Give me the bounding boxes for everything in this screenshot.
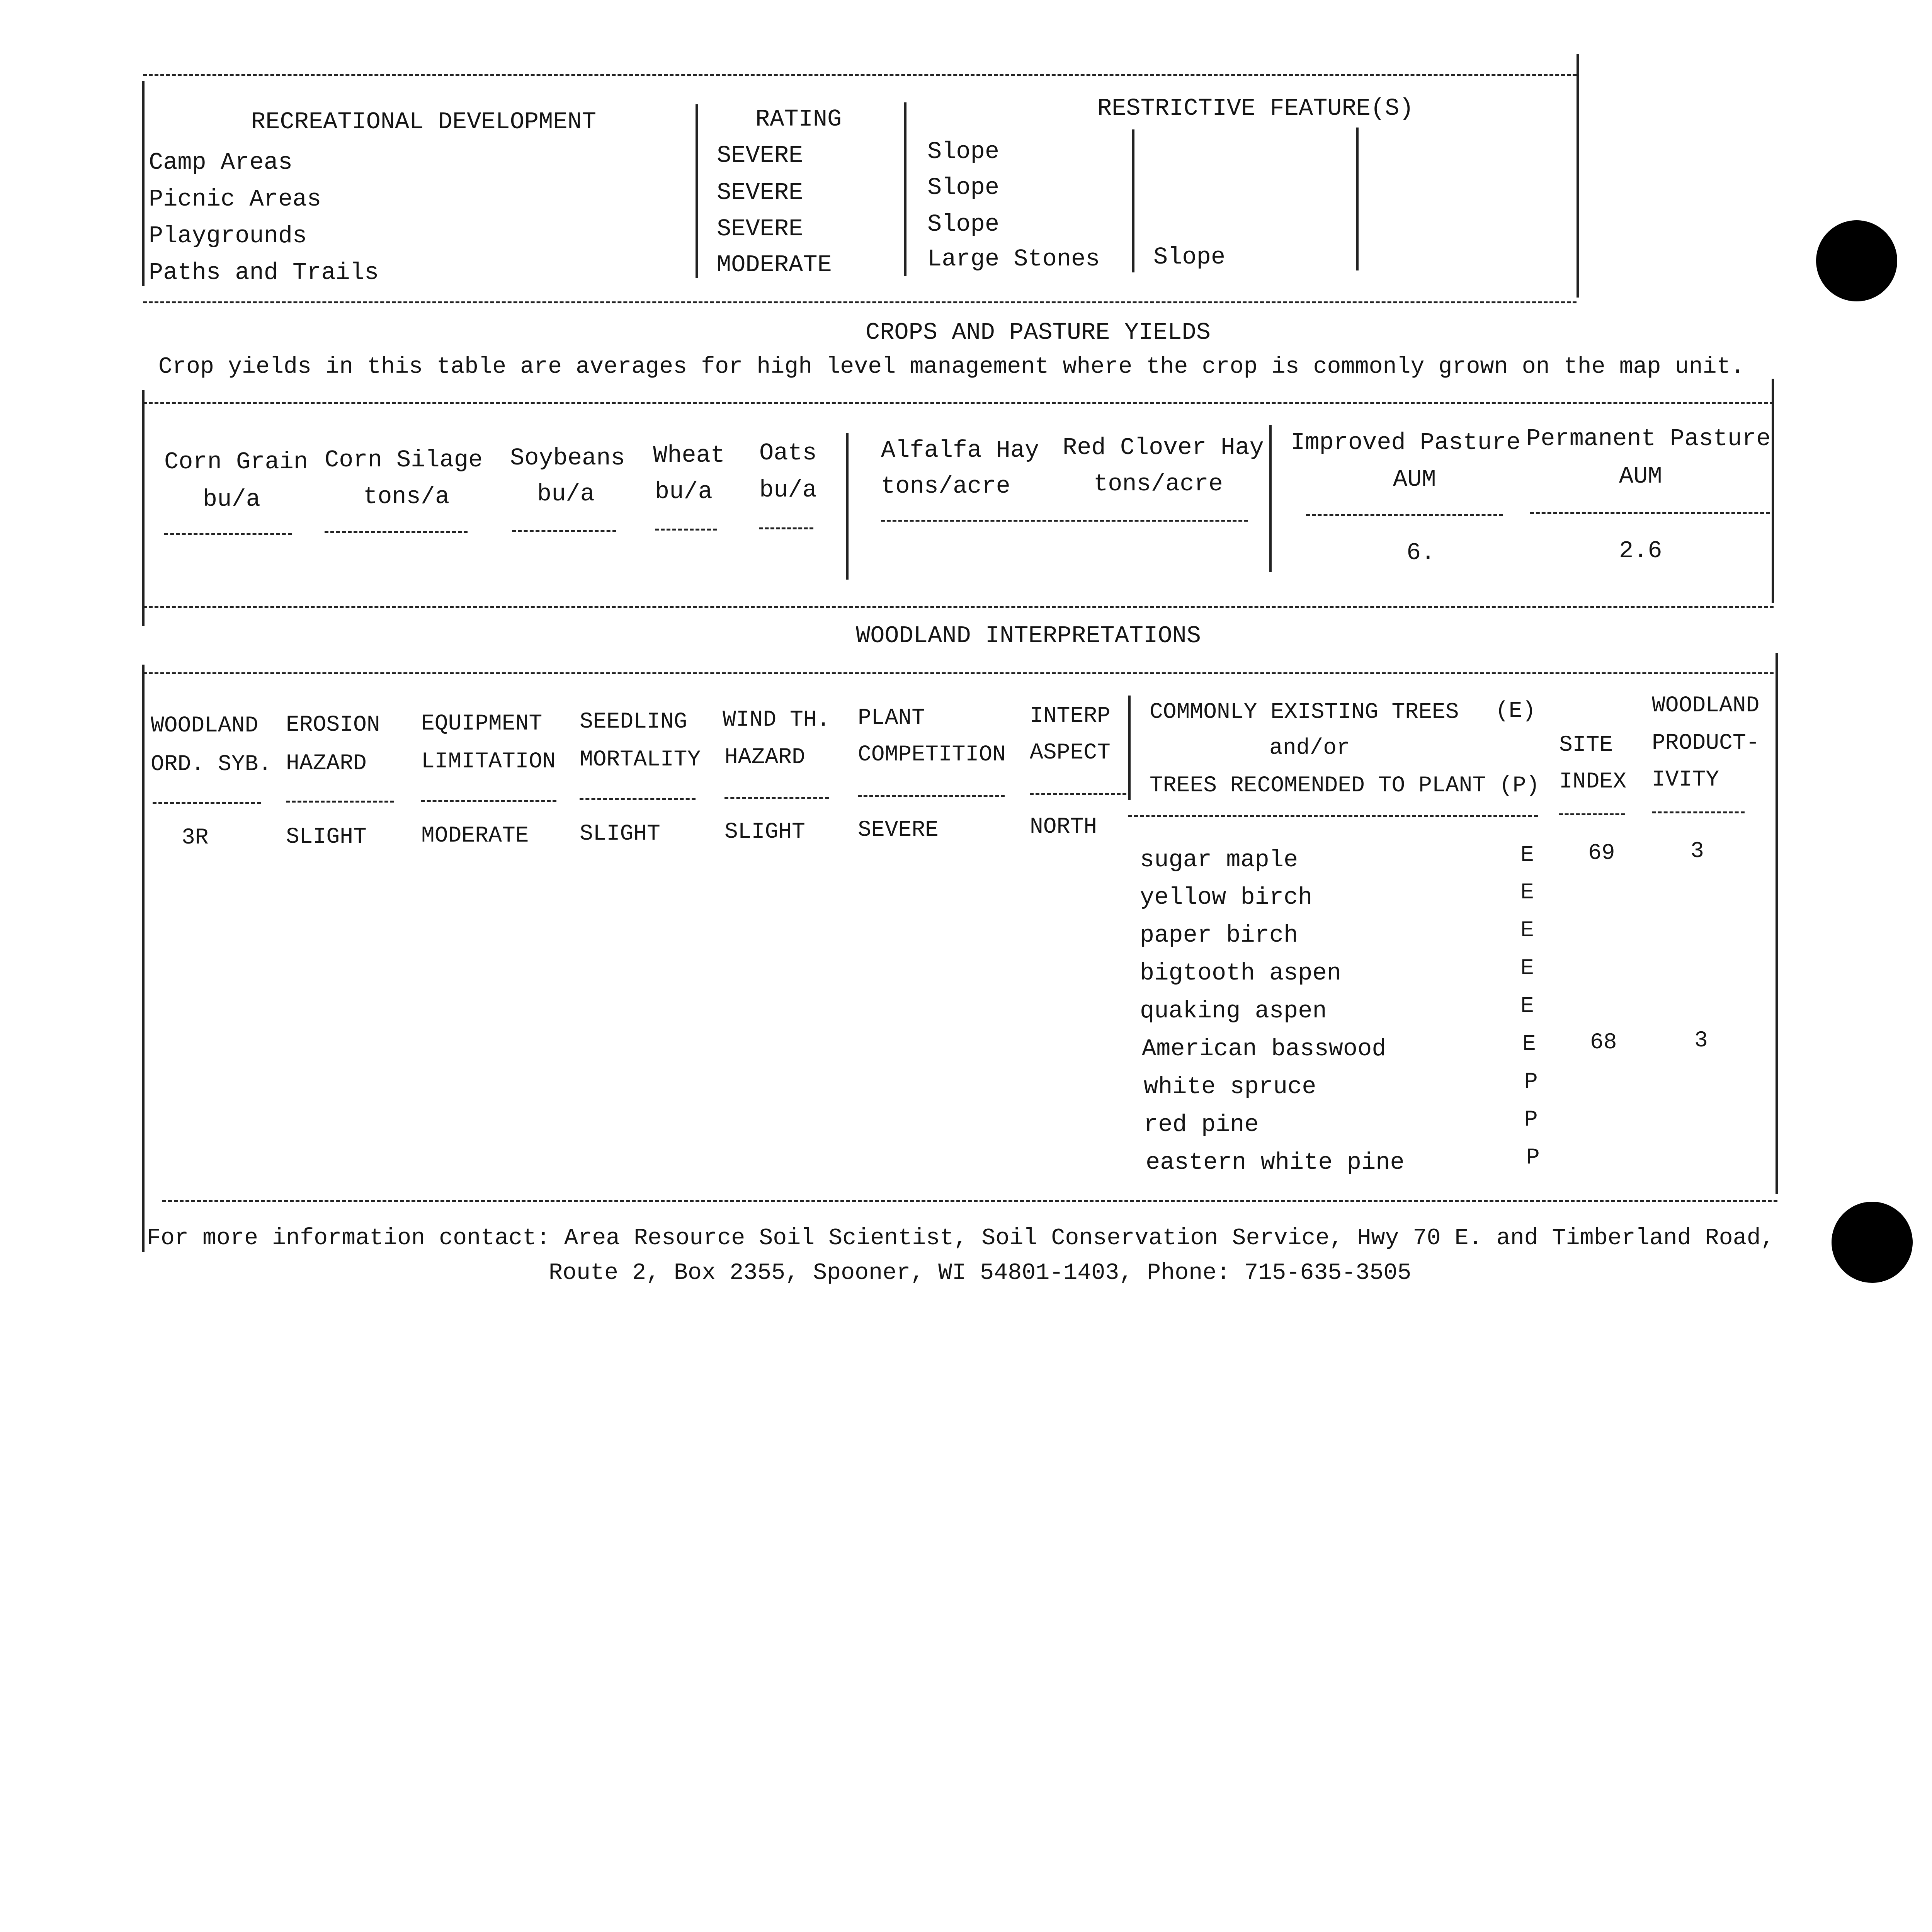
interp-aspect-value: NORTH — [1030, 815, 1097, 840]
crop-column-header: Permanent Pasture — [1526, 425, 1771, 452]
border-line — [696, 104, 698, 278]
woodland-header: WOODLAND — [1652, 693, 1760, 718]
tree-name: red pine — [1144, 1111, 1259, 1138]
tree-name: white spruce — [1144, 1073, 1316, 1100]
crop-column-header: Red Clover Hay — [1063, 434, 1264, 461]
divider-line — [143, 301, 1577, 303]
tree-code: E — [1520, 880, 1534, 905]
tree-name: yellow birch — [1140, 884, 1313, 911]
woodland-header: TREES RECOMENDED TO PLANT (P) — [1150, 773, 1540, 798]
divider-line — [143, 606, 1774, 608]
column-underline — [1128, 815, 1538, 817]
divider-line — [143, 402, 1774, 404]
crop-column-unit: tons/a — [363, 483, 450, 510]
column-underline — [1559, 813, 1625, 815]
column-underline — [164, 533, 292, 535]
contact-info: For more information contact: Area Resource Soil Scientist, Soil Conservation Service, Hwy 70 E. and Timberland Road, — [147, 1225, 1775, 1252]
productivity-value: 3 — [1694, 1028, 1708, 1053]
woodland-header: EQUIPMENT — [421, 711, 543, 736]
woodland-header: WIND TH. — [723, 707, 830, 733]
seedling-mortality-value: SLIGHT — [580, 821, 660, 847]
tree-code: P — [1526, 1145, 1540, 1170]
tree-code: P — [1524, 1070, 1538, 1095]
improved-pasture-value: 6. — [1406, 539, 1435, 566]
recreation-row-rating: MODERATE — [717, 251, 832, 279]
border-line — [1269, 425, 1272, 572]
woodland-header: ORD. SYB. — [151, 752, 272, 777]
plant-competition-value: SEVERE — [858, 818, 939, 843]
column-underline — [1530, 512, 1770, 514]
site-index-value: 69 — [1588, 841, 1615, 866]
tree-code: E — [1520, 918, 1534, 943]
woodland-header: IVITY — [1652, 767, 1719, 793]
column-underline — [580, 798, 696, 800]
crop-column-header: Oats — [759, 439, 817, 467]
border-line — [1776, 653, 1778, 1194]
woodland-header: EROSION — [286, 713, 380, 738]
recreation-row-feature: Slope — [927, 174, 1000, 201]
crops-title: CROPS AND PASTURE YIELDS — [866, 319, 1211, 346]
divider-line — [162, 1200, 1777, 1202]
recreation-row-feature: Slope — [927, 211, 1000, 238]
column-underline — [655, 529, 717, 531]
column-underline — [1652, 811, 1745, 813]
crop-column-unit: bu/a — [203, 486, 260, 513]
tree-name: bigtooth aspen — [1140, 959, 1341, 987]
restrictive-features-header: RESTRICTIVE FEATURE(S) — [1097, 95, 1414, 122]
border-line — [1577, 54, 1579, 298]
crop-column-header: Corn Silage — [325, 446, 483, 474]
productivity-value: 3 — [1690, 839, 1704, 864]
divider-line — [143, 672, 1774, 674]
column-underline — [512, 530, 616, 532]
tree-name: sugar maple — [1140, 846, 1298, 874]
recreation-row-feature: Slope — [927, 138, 1000, 165]
woodland-ord-value: 3R — [182, 825, 209, 850]
woodland-header: INTERP — [1030, 704, 1111, 729]
woodland-header: ASPECT — [1030, 740, 1111, 765]
tree-code: E — [1522, 1032, 1536, 1057]
recreation-row-name: Paths and Trails — [149, 259, 379, 286]
recreation-row-rating: SEVERE — [717, 179, 803, 206]
border-line — [1132, 129, 1134, 272]
tree-name: paper birch — [1140, 922, 1298, 949]
permanent-pasture-value: 2.6 — [1619, 537, 1662, 565]
woodland-header: (E) — [1495, 699, 1536, 724]
tree-code: E — [1520, 956, 1534, 981]
crop-column-unit: AUM — [1619, 463, 1662, 490]
rating-header: RATING — [755, 105, 842, 133]
recreation-title-header: RECREATIONAL DEVELOPMENT — [251, 108, 596, 136]
column-underline — [286, 801, 394, 803]
tree-code: E — [1520, 994, 1534, 1019]
recreation-row-name: Picnic Areas — [149, 185, 321, 213]
woodland-header: SITE — [1559, 733, 1613, 758]
woodland-header: HAZARD — [286, 751, 367, 776]
column-underline — [421, 800, 556, 802]
column-underline — [724, 797, 829, 799]
woodland-header: and/or — [1269, 736, 1350, 761]
border-line — [142, 81, 145, 286]
woodland-header: MORTALITY — [580, 747, 701, 772]
woodland-header: COMMONLY EXISTING TREES — [1150, 700, 1459, 725]
border-line — [846, 433, 849, 580]
border-line — [142, 665, 145, 1252]
crop-column-header: Corn Grain — [164, 448, 308, 476]
crop-column-unit: bu/a — [537, 480, 595, 508]
wind-hazard-value: SLIGHT — [724, 820, 805, 845]
crops-note: Crop yields in this table are averages for high level management where the crop is commonly grown on the map unit. — [158, 354, 1745, 380]
crop-column-header: Alfalfa Hay — [881, 437, 1039, 464]
contact-address: Route 2, Box 2355, Spooner, WI 54801-1403, Phone: 715-635-3505 — [549, 1260, 1412, 1286]
woodland-header: WOODLAND — [151, 713, 259, 738]
crop-column-unit: bu/a — [655, 478, 713, 505]
border-line — [1356, 128, 1359, 270]
recreation-row-feature: Slope — [1153, 243, 1226, 271]
tree-name: quaking aspen — [1140, 997, 1327, 1025]
column-underline — [1030, 793, 1126, 795]
crop-column-header: Wheat — [653, 442, 725, 469]
border-line — [142, 390, 145, 626]
erosion-hazard-value: SLIGHT — [286, 825, 367, 850]
column-underline — [1306, 514, 1503, 516]
crop-column-unit: AUM — [1393, 466, 1436, 493]
recreation-row-feature: Large Stones — [927, 245, 1100, 273]
equipment-limitation-value: MODERATE — [421, 823, 529, 849]
crop-column-unit: tons/acre — [881, 473, 1010, 500]
tree-name: American basswood — [1142, 1035, 1386, 1063]
tree-code: E — [1520, 843, 1534, 868]
border-line — [1128, 696, 1131, 800]
woodland-header: PLANT — [858, 706, 925, 731]
crop-column-header: Improved Pasture — [1291, 429, 1521, 456]
column-underline — [153, 802, 261, 804]
woodland-header: SEEDLING — [580, 709, 687, 735]
punch-hole-middle — [1832, 1202, 1913, 1283]
recreation-row-name: Playgrounds — [149, 222, 307, 250]
column-underline — [325, 531, 468, 533]
woodland-header: PRODUCT- — [1652, 731, 1760, 756]
punch-hole-top — [1816, 220, 1897, 301]
recreation-row-rating: SEVERE — [717, 215, 803, 243]
woodland-header: COMPETITION — [858, 742, 1006, 767]
woodland-header: HAZARD — [724, 745, 805, 770]
crop-column-header: Soybeans — [510, 444, 625, 472]
recreation-row-rating: SEVERE — [717, 142, 803, 169]
divider-line — [143, 74, 1577, 76]
recreation-row-name: Camp Areas — [149, 149, 293, 176]
crop-column-unit: tons/acre — [1094, 470, 1223, 498]
column-underline — [759, 527, 813, 529]
crop-column-unit: bu/a — [759, 476, 817, 504]
tree-name: eastern white pine — [1146, 1149, 1405, 1176]
column-underline — [858, 795, 1005, 797]
woodland-header: INDEX — [1559, 769, 1627, 794]
woodland-title: WOODLAND INTERPRETATIONS — [856, 622, 1201, 650]
column-underline — [881, 520, 1248, 522]
border-line — [1772, 379, 1774, 603]
site-index-value: 68 — [1590, 1030, 1617, 1055]
tree-code: P — [1524, 1107, 1538, 1133]
border-line — [904, 102, 906, 276]
woodland-header: LIMITATION — [421, 749, 556, 774]
